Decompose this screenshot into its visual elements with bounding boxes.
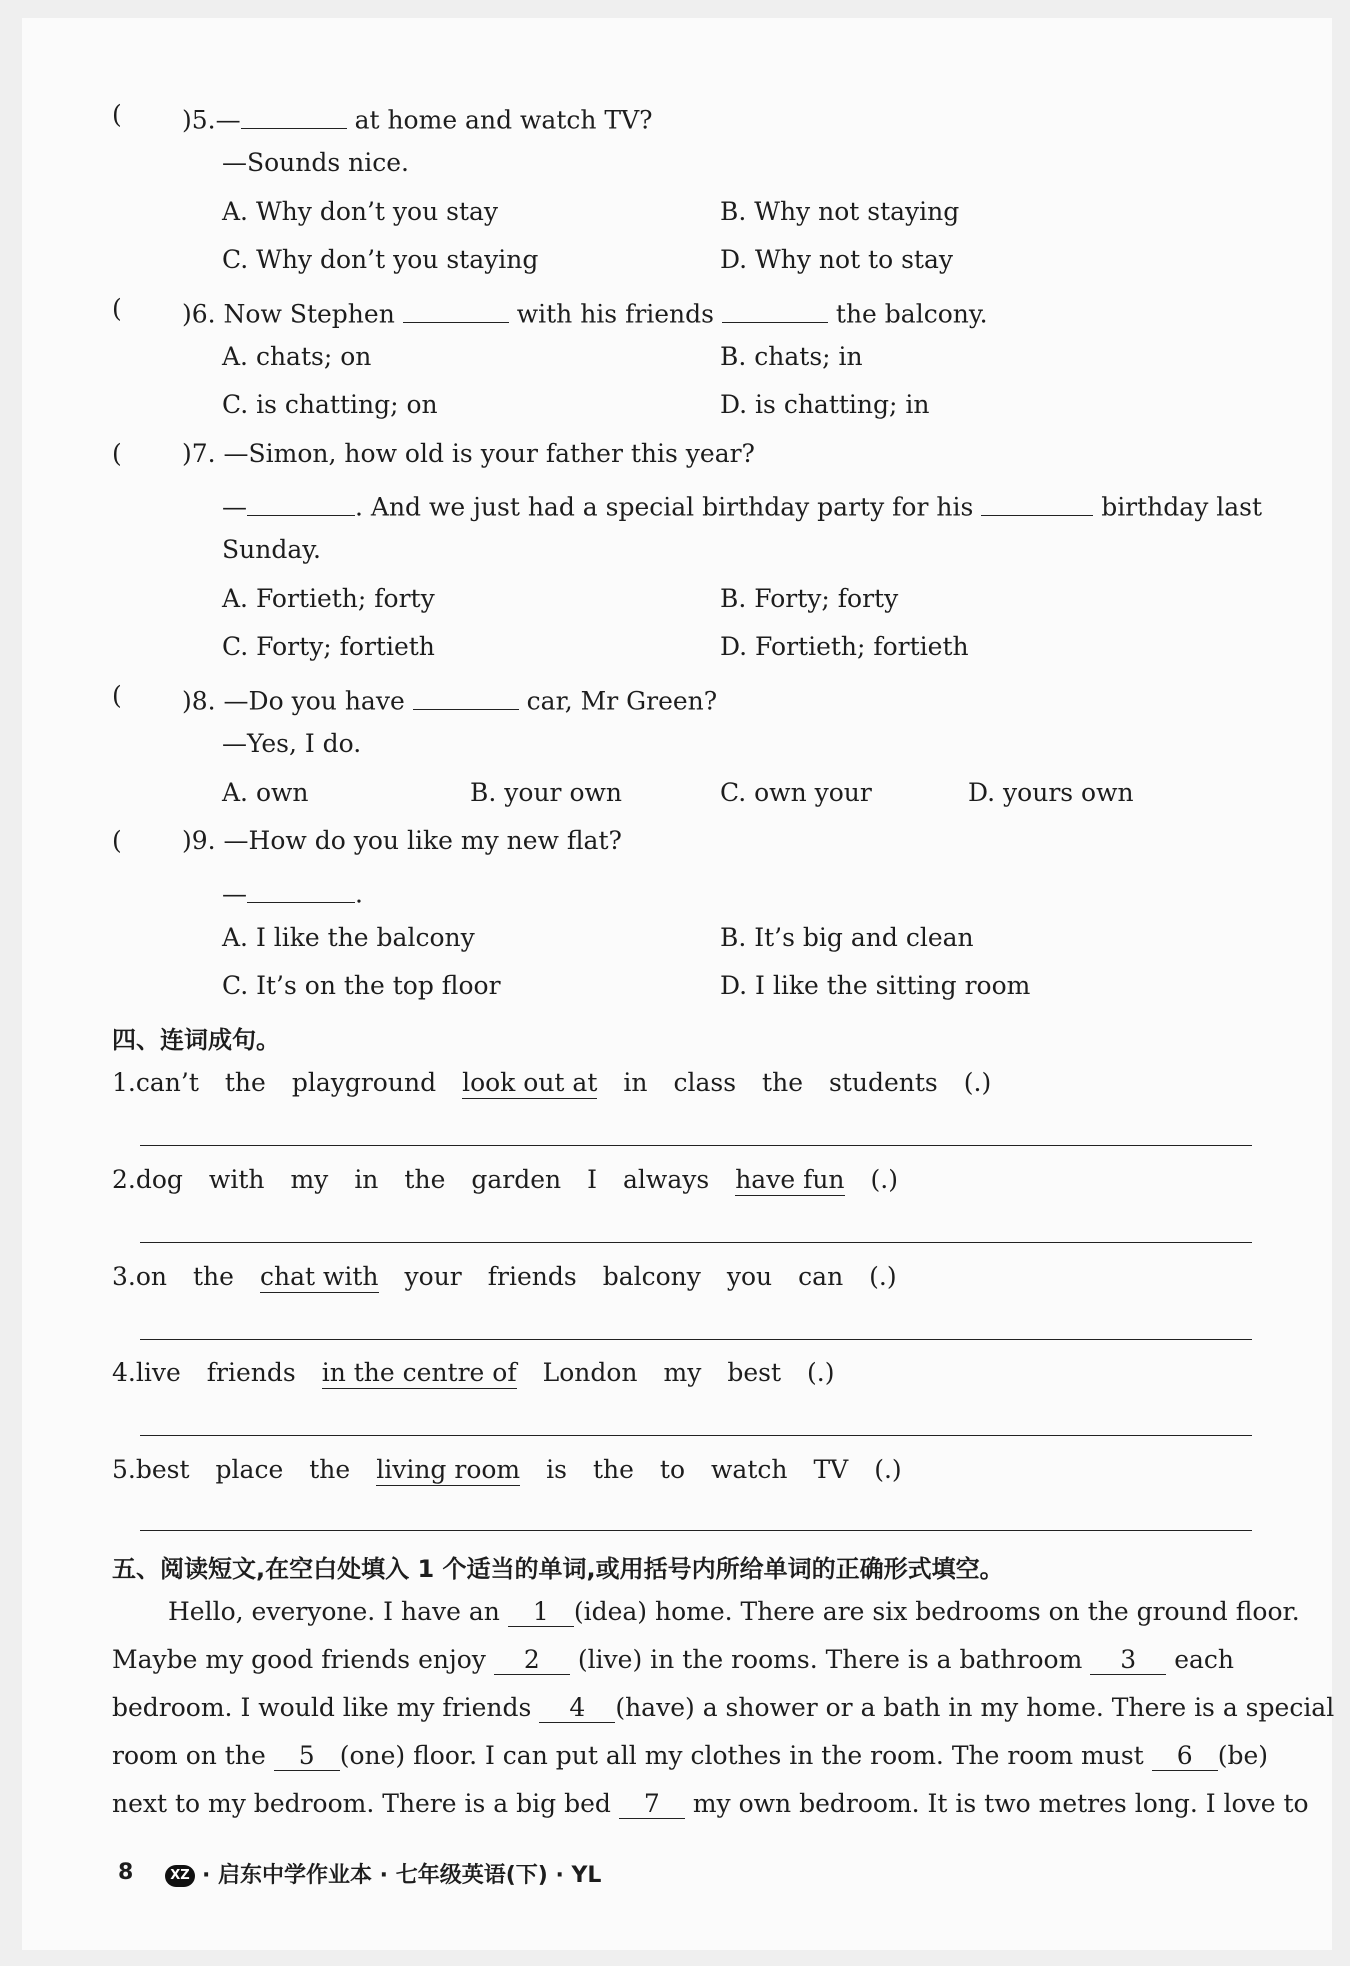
section4-title: 四、连词成句。 <box>112 1026 280 1054</box>
s4-answer-line-3[interactable] <box>140 1339 1252 1340</box>
s4-item-1-phrase: look out at <box>462 1068 598 1097</box>
s5-line-1: Hello, everyone. I have an 1 (idea) home. There are six bedrooms on the ground floor. <box>168 1597 1300 1626</box>
s5-blank-2[interactable]: 2 <box>494 1645 570 1675</box>
q9-reply: — . <box>222 874 363 909</box>
q8-paren: ( <box>112 681 122 710</box>
q7-reply: — . And we just had a special birthday party for his birthday last <box>222 487 1262 522</box>
s5-line-5: next to my bedroom. There is a big bed 7 my own bedroom. It is two metres long. I love to <box>112 1789 1309 1818</box>
q7-option-c: C. Forty; fortieth <box>222 632 435 661</box>
s5-blank-1[interactable]: 1 <box>508 1597 574 1627</box>
q6-blank-1[interactable] <box>403 294 509 323</box>
q7-reply-cont: Sunday. <box>222 535 321 564</box>
q7-option-d: D. Fortieth; fortieth <box>720 632 969 661</box>
q6-option-b: B. chats; in <box>720 342 863 371</box>
q9-option-c: C. It’s on the top floor <box>222 971 501 1000</box>
s4-item-2-phrase: have fun <box>735 1165 845 1194</box>
s4-item-4: 4.live friends in the centre of London my best (.) <box>112 1358 835 1387</box>
s4-item-4-phrase: in the centre of <box>321 1358 517 1387</box>
q7-option-a: A. Fortieth; forty <box>222 584 435 613</box>
q7-line: )7. —Simon, how old is your father this year? <box>182 439 755 468</box>
s5-blank-4[interactable]: 4 <box>539 1693 615 1723</box>
s4-item-3: 3.on the chat with your friends balcony you can (.) <box>112 1262 897 1291</box>
q7-option-b: B. Forty; forty <box>720 584 899 613</box>
q8-reply: —Yes, I do. <box>222 729 362 758</box>
q8-blank[interactable] <box>413 681 519 710</box>
q6-line: )6. Now Stephen with his friends the balcony. <box>182 294 988 329</box>
s4-answer-line-2[interactable] <box>140 1242 1252 1243</box>
q5-line: )5.— at home and watch TV? <box>182 100 653 135</box>
s5-line-4: room on the 5 (one) floor. I can put all my clothes in the room. The room must 6 (be) <box>112 1741 1268 1770</box>
s4-item-5: 5.best place the living room is the to watch TV (.) <box>112 1455 902 1484</box>
q9-option-a: A. I like the balcony <box>222 923 475 952</box>
q6-blank-2[interactable] <box>722 294 828 323</box>
q9-option-d: D. I like the sitting room <box>720 971 1031 1000</box>
q5-option-a: A. Why don’t you stay <box>222 197 499 226</box>
section5-title: 五、阅读短文,在空白处填入 1 个适当的单词,或用括号内所给单词的正确形式填空。 <box>112 1555 1004 1583</box>
s4-item-1: 1.can’t the playground look out at in class the students (.) <box>112 1068 992 1097</box>
s5-line-2: Maybe my good friends enjoy 2 (live) in the rooms. There is a bathroom 3 each <box>112 1645 1235 1674</box>
q6-option-d: D. is chatting; in <box>720 390 930 419</box>
s4-answer-line-1[interactable] <box>140 1145 1252 1146</box>
q8-option-d: D. yours own <box>968 778 1134 807</box>
q9-line: )9. —How do you like my new flat? <box>182 826 622 855</box>
s4-item-3-phrase: chat with <box>259 1262 379 1291</box>
s5-blank-3[interactable]: 3 <box>1090 1645 1166 1675</box>
s4-answer-line-5[interactable] <box>140 1530 1252 1531</box>
q7-paren: ( <box>112 439 122 468</box>
q5-blank[interactable] <box>241 100 347 129</box>
s5-blank-7[interactable]: 7 <box>619 1789 685 1819</box>
q8-option-a: A. own <box>222 778 309 807</box>
s5-blank-5[interactable]: 5 <box>274 1741 340 1771</box>
q5-option-d: D. Why not to stay <box>720 245 954 274</box>
q7-blank-2[interactable] <box>981 487 1093 516</box>
s4-answer-line-4[interactable] <box>140 1435 1252 1436</box>
publisher-logo-icon: XZ <box>165 1865 195 1887</box>
s4-item-5-phrase: living room <box>376 1455 521 1484</box>
q9-blank[interactable] <box>247 874 355 903</box>
s5-blank-6[interactable]: 6 <box>1152 1741 1218 1771</box>
q7-blank-1[interactable] <box>247 487 355 516</box>
q9-paren: ( <box>112 826 122 855</box>
q8-option-b: B. your own <box>470 778 622 807</box>
footer-book-title: XZ · 启东中学作业本 · 七年级英语(下) · YL <box>165 1858 601 1889</box>
q9-option-b: B. It’s big and clean <box>720 923 974 952</box>
q8-line: )8. —Do you have car, Mr Green? <box>182 681 717 716</box>
q6-option-a: A. chats; on <box>222 342 372 371</box>
s5-line-3: bedroom. I would like my friends 4 (have) a shower or a bath in my home. There is a special <box>112 1693 1335 1722</box>
q5-option-b: B. Why not staying <box>720 197 960 226</box>
page-number: 8 <box>118 1860 134 1885</box>
q5-option-c: C. Why don’t you staying <box>222 245 539 274</box>
q5-paren: ( <box>112 100 122 129</box>
q6-option-c: C. is chatting; on <box>222 390 438 419</box>
q8-option-c: C. own your <box>720 778 872 807</box>
q6-paren: ( <box>112 294 122 323</box>
s4-item-2: 2.dog with my in the garden I always have fun (.) <box>112 1165 898 1194</box>
q5-reply: —Sounds nice. <box>222 148 409 177</box>
